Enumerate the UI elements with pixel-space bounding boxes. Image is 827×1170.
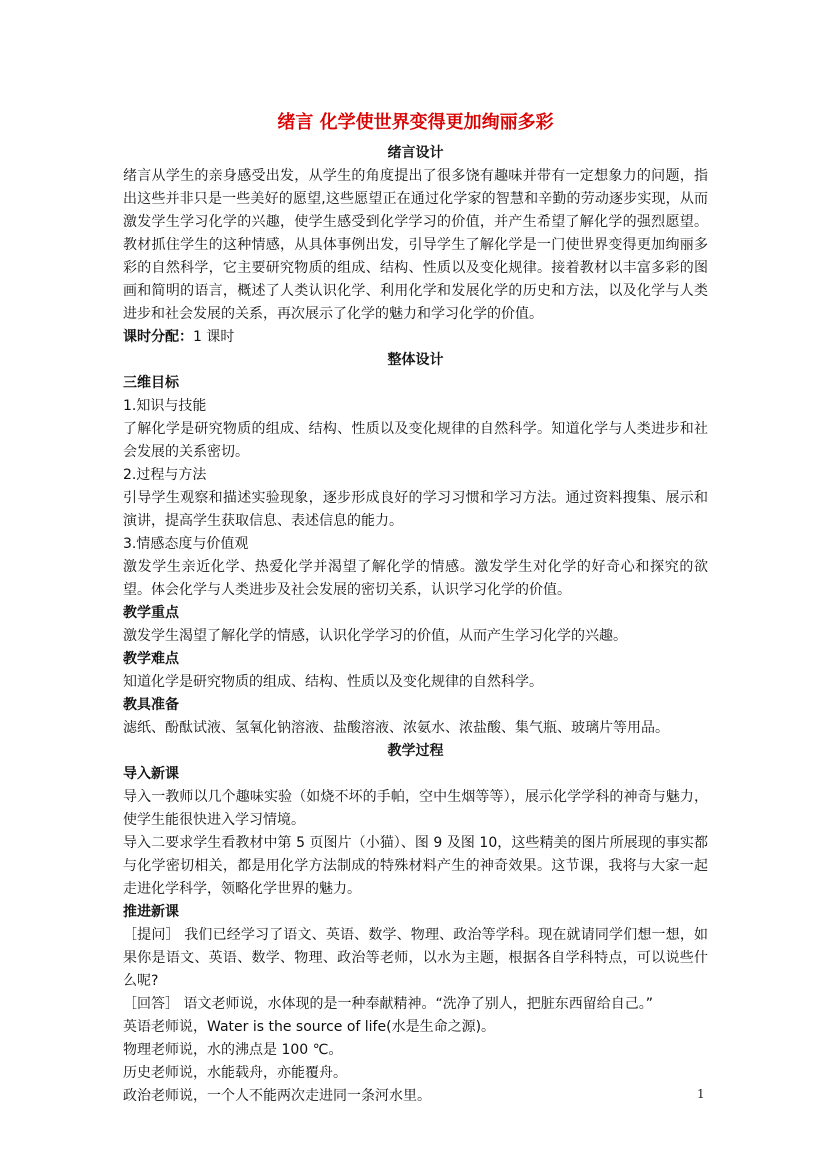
goal-attitude-text: 激发学生亲近化学、热爱化学并渴望了解化学的情感。激发学生对化学的好奇心和探究的欲望。体会化学与人类进步及社会发展的密切关系，认识学习化学的价值。: [123, 559, 708, 598]
lesson-intro-two: 导入二要求学生看教材中第 5 页图片（小猫）、图 9 及图 10，这些精美的图片所展现的事实都与化学密切相关，都是用化学方法制成的特殊材料产生的神奇效果。这节课，我将与大家一起走进化学科学，领略化学世界的魅力。: [123, 835, 708, 897]
materials-heading: 教具准备: [123, 697, 179, 713]
design-intro: 绪言从学生的亲身感受出发，从学生的角度提出了很多饶有趣味并带有一定想象力的问题，指出这些并非只是一些美好的愿望,这些愿望正在通过化学家的智慧和辛勤的劳动逐步实现，从而激发学生学习化学的兴趣，使学生感受到化学学习的价值，并产生希望了解化学的强烈愿望。教材抓住学生的这种情感，从具体事例出发，引导学生了解化学是一门使世界变得更加绚丽多彩的自然科学，它主要研究物质的组成、结构、性质以及变化规律。接着教材以丰富多彩的图画和简明的语言，概述了人类认识化学、利用化学和发展化学的历史和方法，以及化学与人类进步和社会发展的关系，再次展示了化学的魅力和学习化学的价值。: [123, 168, 708, 322]
design-heading: 绪言设计: [387, 145, 444, 161]
english-teacher-answer: 英语老师说，Water is the source of life(水是生命之源)。: [123, 1019, 496, 1035]
materials-text: 滤纸、酚酞试液、氢氧化钠溶液、盐酸溶液、浓氨水、浓盐酸、集气瓶、玻璃片等用品。: [123, 720, 669, 736]
history-teacher-answer: 历史老师说，水能载舟，亦能覆舟。: [123, 1065, 347, 1081]
key-point-text: 激发学生渴望了解化学的情感，认识化学学习的价值，从而产生学习化学的兴趣。: [123, 628, 627, 644]
politics-teacher-answer: 政治老师说，一个人不能两次走进同一条河水里。: [123, 1088, 431, 1104]
goal-process-text: 引导学生观察和描述实验现象，逐步形成良好的学习习惯和学习方法。通过资料搜集、展示和演讲，提高学生获取信息、表述信息的能力。: [123, 490, 708, 529]
lesson-advance-heading: 推进新课: [123, 904, 179, 920]
overall-heading: 整体设计: [387, 352, 444, 368]
key-point-heading: 教学重点: [123, 605, 179, 621]
goal-attitude-title: 3.情感态度与价值观: [123, 536, 249, 552]
difficulty-text: 知道化学是研究物质的组成、结构、性质以及变化规律的自然科学。: [123, 674, 543, 690]
goal-knowledge-title: 1.知识与技能: [123, 398, 207, 414]
goals-heading: 三维目标: [123, 375, 179, 391]
class-hours-line: [123, 326, 708, 349]
physics-teacher-answer: 物理老师说，水的沸点是 100 ℃。: [123, 1042, 343, 1058]
goal-process-title: 2.过程与方法: [123, 467, 207, 483]
document-page: [123, 108, 708, 1108]
lesson-intro-one: 导入一教师以几个趣味实验（如烧不坏的手帕，空中生烟等等），展示化学学科的神奇与魅力，使学生能很快进入学习情境。: [123, 789, 708, 828]
goal-knowledge-text: 了解化学是研究物质的组成、结构、性质以及变化规律的自然科学。知道化学与人类进步和社会发展的关系密切。: [123, 421, 708, 460]
class-hours-label: 课时分配：: [123, 329, 193, 345]
document-title: 绪言 化学使世界变得更加绚丽多彩: [277, 112, 554, 133]
lesson-intro-heading: 导入新课: [123, 766, 179, 782]
difficulty-heading: 教学难点: [123, 651, 179, 667]
page-number: 1: [697, 1087, 705, 1101]
process-heading: 教学过程: [387, 743, 444, 759]
class-hours-value: 1 课时: [193, 329, 235, 345]
teacher-question: ［提问］ 我们已经学习了语文、英语、数学、物理、政治等学科。现在就请同学们想一想，如果你是语文、英语、数学、物理、政治等老师，以水为主题，根据各自学科特点，可以说些什么呢?: [123, 927, 708, 989]
chinese-teacher-answer: ［回答］ 语文老师说，水体现的是一种奉献精神。“洗净了别人，把脏东西留给自己。”: [123, 996, 653, 1012]
